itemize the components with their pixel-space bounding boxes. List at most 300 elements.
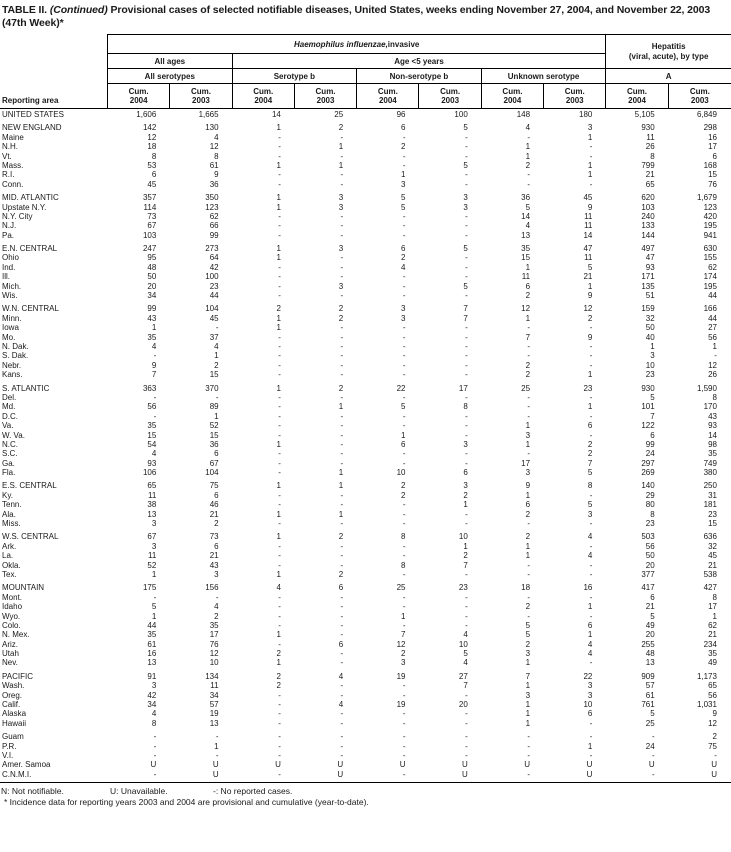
table-row bbox=[0, 412, 731, 421]
value-cell: 1 bbox=[338, 402, 344, 412]
value-cell: 12 bbox=[209, 649, 219, 659]
value-cell: 7 bbox=[463, 313, 468, 323]
value-cell: - bbox=[278, 741, 281, 751]
value-cell: - bbox=[465, 132, 468, 142]
value-cell: 2 bbox=[525, 639, 531, 649]
value-cell: - bbox=[589, 490, 593, 500]
reporting-area-label: Mich. bbox=[2, 281, 22, 291]
value-cell: 240 bbox=[641, 211, 655, 221]
table-row bbox=[0, 681, 731, 690]
value-cell: 32 bbox=[708, 541, 717, 551]
reporting-area-label: Md. bbox=[2, 402, 16, 412]
value-cell: 175 bbox=[142, 583, 157, 593]
table-row bbox=[0, 551, 731, 560]
value-cell: 11 bbox=[521, 272, 531, 282]
value-cell: - bbox=[278, 551, 281, 561]
value-cell: 269 bbox=[641, 468, 655, 478]
value-cell: 48 bbox=[147, 262, 157, 272]
value-cell: 6 bbox=[587, 620, 593, 630]
reporting-area-label: N.H. bbox=[2, 142, 18, 152]
value-cell: - bbox=[402, 741, 406, 751]
value-cell: - bbox=[527, 569, 531, 579]
reporting-area-label: Pa. bbox=[2, 230, 15, 240]
value-cell: 1 bbox=[525, 142, 531, 152]
value-cell: - bbox=[278, 351, 281, 361]
value-cell: 3 bbox=[151, 519, 157, 529]
table-row bbox=[0, 658, 731, 667]
value-cell: 144 bbox=[641, 230, 655, 240]
table-row bbox=[0, 123, 731, 132]
value-cell: - bbox=[278, 709, 281, 719]
table-row bbox=[0, 570, 731, 579]
value-cell: 96 bbox=[396, 110, 406, 119]
value-cell: 23 bbox=[708, 509, 717, 519]
value-cell: - bbox=[465, 421, 468, 431]
value-cell: 10 bbox=[209, 658, 219, 668]
value-cell: U bbox=[462, 760, 468, 770]
value-cell: 50 bbox=[147, 272, 157, 282]
value-cell: 50 bbox=[645, 323, 655, 333]
value-cell: - bbox=[278, 179, 281, 189]
value-cell: 9 bbox=[151, 360, 157, 370]
value-cell: 3 bbox=[338, 202, 344, 212]
value-cell: 2 bbox=[401, 649, 406, 659]
table-row bbox=[0, 612, 731, 621]
value-cell: 15 bbox=[708, 519, 717, 529]
value-cell: - bbox=[402, 541, 406, 551]
value-cell: 35 bbox=[708, 649, 717, 659]
value-cell: - bbox=[278, 560, 281, 570]
value-cell: 21 bbox=[708, 630, 717, 640]
value-cell: 3 bbox=[463, 202, 468, 212]
reporting-area-label: PACIFIC bbox=[2, 671, 33, 681]
value-cell: 67 bbox=[147, 532, 157, 542]
value-cell: 17 bbox=[209, 630, 219, 640]
table-row bbox=[0, 751, 731, 760]
value-cell: 1,031 bbox=[696, 700, 717, 710]
hi-group-italic: Haemophilus influenzae, bbox=[294, 39, 388, 49]
value-cell: 6 bbox=[338, 583, 344, 593]
value-cell: U bbox=[337, 769, 344, 779]
value-cell: - bbox=[340, 151, 344, 161]
value-cell: - bbox=[402, 602, 406, 612]
column-group-unknown-serotype: Unknown serotype bbox=[482, 69, 607, 84]
value-cell: - bbox=[465, 602, 468, 612]
value-cell: - bbox=[527, 323, 531, 333]
column-header-cum-2004 bbox=[357, 84, 419, 108]
value-cell: - bbox=[527, 170, 531, 180]
value-cell: - bbox=[340, 272, 344, 282]
table-row bbox=[0, 314, 731, 323]
value-cell: 195 bbox=[703, 221, 717, 231]
value-cell: 21 bbox=[708, 560, 717, 570]
value-cell: 122 bbox=[641, 421, 655, 431]
value-cell: 42 bbox=[147, 690, 157, 700]
value-cell: - bbox=[215, 732, 219, 742]
table-row bbox=[0, 272, 731, 281]
year-label: 2003 bbox=[565, 96, 584, 105]
table-row bbox=[0, 152, 731, 161]
value-cell: 1 bbox=[276, 313, 281, 323]
reporting-area-label: P.R. bbox=[2, 741, 17, 751]
value-cell: 8 bbox=[650, 151, 655, 161]
value-cell: 18 bbox=[147, 142, 157, 152]
value-cell: 2 bbox=[525, 291, 531, 301]
value-cell: 6 bbox=[401, 244, 406, 254]
value-cell: 1 bbox=[214, 351, 219, 361]
reporting-area-label: Nev. bbox=[2, 658, 18, 668]
value-cell: 6 bbox=[463, 468, 468, 478]
value-cell: 1 bbox=[214, 411, 219, 421]
value-cell: - bbox=[278, 170, 281, 180]
value-cell: 12 bbox=[708, 360, 717, 370]
value-cell: 417 bbox=[641, 583, 655, 593]
value-cell: - bbox=[465, 741, 468, 751]
value-cell: - bbox=[402, 449, 406, 459]
table-row bbox=[0, 421, 731, 430]
value-cell: 133 bbox=[641, 221, 655, 231]
value-cell: 4 bbox=[463, 658, 468, 668]
value-cell: - bbox=[465, 142, 468, 152]
value-cell: 5 bbox=[401, 202, 406, 212]
value-cell: 6 bbox=[650, 430, 655, 440]
value-cell: 5 bbox=[401, 193, 406, 203]
value-cell: - bbox=[527, 611, 531, 621]
value-cell: 1 bbox=[276, 160, 281, 170]
value-cell: 2 bbox=[276, 304, 281, 314]
value-cell: 100 bbox=[205, 272, 219, 282]
reporting-area-label: Tenn. bbox=[2, 500, 22, 510]
value-cell: - bbox=[465, 151, 468, 161]
table-row bbox=[0, 719, 731, 728]
value-cell: - bbox=[402, 323, 406, 333]
reporting-area-label: Conn. bbox=[2, 179, 24, 189]
value-cell: 4 bbox=[214, 341, 219, 351]
value-cell: 15 bbox=[147, 430, 157, 440]
reporting-area-label: Upstate N.Y. bbox=[2, 202, 47, 212]
value-cell: 3 bbox=[338, 244, 344, 254]
reporting-area-label: E.S. CENTRAL bbox=[2, 481, 57, 491]
value-cell: - bbox=[465, 332, 468, 342]
value-cell: - bbox=[340, 630, 344, 640]
region-group bbox=[0, 244, 731, 300]
region-group bbox=[0, 123, 731, 189]
value-cell: 35 bbox=[708, 449, 717, 459]
reporting-area-label: Okla. bbox=[2, 560, 21, 570]
value-cell: - bbox=[589, 541, 593, 551]
reporting-area-label: N.Y. City bbox=[2, 211, 33, 221]
value-cell: 23 bbox=[645, 519, 655, 529]
value-cell: 103 bbox=[641, 202, 655, 212]
table-row bbox=[0, 342, 731, 351]
value-cell: - bbox=[340, 602, 344, 612]
value-cell: - bbox=[215, 751, 219, 760]
table-row bbox=[0, 532, 731, 541]
value-cell: - bbox=[402, 551, 406, 561]
table-row bbox=[0, 431, 731, 440]
value-cell: 3 bbox=[338, 193, 344, 203]
value-cell: 46 bbox=[209, 500, 219, 510]
year-label: 2003 bbox=[316, 96, 335, 105]
value-cell: 12 bbox=[209, 142, 219, 152]
value-cell: 101 bbox=[641, 402, 655, 412]
table-row bbox=[0, 351, 731, 360]
value-cell: 9 bbox=[525, 481, 531, 491]
value-cell: 8 bbox=[151, 718, 157, 728]
value-cell: 35 bbox=[209, 620, 219, 630]
value-cell: - bbox=[465, 519, 468, 529]
value-cell: 6 bbox=[214, 449, 219, 459]
value-cell: - bbox=[465, 458, 468, 468]
value-cell: 1 bbox=[338, 468, 344, 478]
table-title bbox=[0, 0, 731, 30]
value-cell: 93 bbox=[708, 421, 717, 431]
value-cell: 1 bbox=[525, 490, 531, 500]
value-cell: - bbox=[465, 449, 468, 459]
value-cell: 148 bbox=[516, 110, 531, 119]
value-cell: 761 bbox=[641, 700, 655, 710]
value-cell: 135 bbox=[641, 281, 655, 291]
value-cell: 8 bbox=[712, 392, 717, 402]
value-cell: 503 bbox=[641, 532, 655, 542]
value-cell: 1 bbox=[525, 151, 531, 161]
value-cell: - bbox=[714, 351, 717, 361]
value-cell: 19 bbox=[209, 709, 219, 719]
value-cell: 1 bbox=[276, 630, 281, 640]
value-cell: - bbox=[589, 569, 593, 579]
reporting-area-label: Guam bbox=[2, 732, 24, 742]
value-cell: 234 bbox=[703, 639, 717, 649]
value-cell: 4 bbox=[463, 630, 468, 640]
reporting-area-label: N.J. bbox=[2, 221, 17, 231]
value-cell: 6 bbox=[214, 490, 219, 500]
value-cell: 3 bbox=[338, 281, 344, 291]
value-cell: - bbox=[465, 569, 468, 579]
reporting-area-label: Minn. bbox=[2, 313, 22, 323]
value-cell: 9 bbox=[587, 291, 593, 301]
value-cell: 140 bbox=[641, 481, 655, 491]
cum-label: Cum. bbox=[689, 87, 710, 96]
table-row bbox=[0, 361, 731, 370]
value-cell: 67 bbox=[209, 458, 219, 468]
value-cell: 7 bbox=[463, 560, 468, 570]
value-cell: - bbox=[465, 262, 468, 272]
year-label: 2004 bbox=[503, 96, 522, 105]
value-cell: 93 bbox=[645, 262, 655, 272]
value-cell: 1 bbox=[463, 500, 468, 510]
value-cell: - bbox=[465, 430, 468, 440]
table-row bbox=[0, 402, 731, 411]
value-cell: 43 bbox=[209, 560, 219, 570]
value-cell: 73 bbox=[147, 211, 157, 221]
table-row bbox=[0, 770, 731, 779]
value-cell: - bbox=[589, 179, 593, 189]
value-cell: 11 bbox=[584, 211, 593, 221]
value-cell: 2 bbox=[338, 532, 344, 542]
cum-label: Cum. bbox=[253, 87, 274, 96]
value-cell: 36 bbox=[521, 193, 531, 203]
value-cell: - bbox=[465, 351, 468, 361]
value-cell: - bbox=[527, 741, 531, 751]
value-cell: 15 bbox=[209, 430, 219, 440]
value-cell: 48 bbox=[645, 649, 655, 659]
table-row bbox=[0, 142, 731, 151]
value-cell: 7 bbox=[463, 304, 468, 314]
value-cell: - bbox=[465, 221, 468, 231]
value-cell: 4 bbox=[151, 341, 157, 351]
value-cell: 36 bbox=[209, 439, 219, 449]
table-row bbox=[0, 170, 731, 179]
value-cell: 1 bbox=[525, 718, 531, 728]
table-row bbox=[0, 640, 731, 649]
value-cell: - bbox=[402, 132, 406, 142]
value-cell: 11 bbox=[147, 490, 157, 500]
table-row bbox=[0, 291, 731, 300]
value-cell: 3 bbox=[525, 690, 531, 700]
value-cell: - bbox=[278, 221, 281, 231]
value-cell: 6 bbox=[338, 639, 344, 649]
value-cell: U bbox=[648, 760, 655, 770]
reporting-area-label: N. Dak. bbox=[2, 341, 29, 351]
value-cell: 6,849 bbox=[696, 110, 717, 119]
value-cell: 4 bbox=[525, 221, 531, 231]
value-cell: 1 bbox=[276, 253, 281, 263]
value-cell: 1 bbox=[276, 123, 281, 133]
value-cell: 44 bbox=[708, 291, 717, 301]
value-cell: 1 bbox=[525, 262, 531, 272]
value-cell: 12 bbox=[521, 304, 531, 314]
value-cell: - bbox=[465, 620, 468, 630]
value-cell: 13 bbox=[645, 658, 655, 668]
value-cell: - bbox=[278, 458, 281, 468]
value-cell: 21 bbox=[645, 602, 655, 612]
value-cell: 114 bbox=[143, 202, 157, 212]
value-cell: 2 bbox=[214, 611, 219, 621]
value-cell: 26 bbox=[645, 142, 655, 152]
value-cell: 49 bbox=[645, 620, 655, 630]
value-cell: - bbox=[465, 709, 468, 719]
value-cell: 2 bbox=[338, 304, 344, 314]
table-row bbox=[0, 393, 731, 402]
value-cell: - bbox=[465, 718, 468, 728]
table-body bbox=[0, 109, 731, 783]
cum-label: Cum. bbox=[190, 87, 211, 96]
value-cell: 7 bbox=[401, 630, 406, 640]
value-cell: 44 bbox=[147, 620, 157, 630]
column-group-serotype-b: Serotype b bbox=[233, 69, 358, 84]
region-group bbox=[0, 481, 731, 528]
value-cell: 3 bbox=[587, 681, 593, 691]
value-cell: - bbox=[465, 323, 468, 333]
value-cell: 34 bbox=[209, 690, 219, 700]
reporting-area-label: Del. bbox=[2, 392, 17, 402]
table-row bbox=[0, 649, 731, 658]
value-cell: - bbox=[402, 332, 406, 342]
year-label: 2003 bbox=[690, 96, 709, 105]
table-row bbox=[0, 244, 731, 253]
value-cell: 1,665 bbox=[198, 110, 219, 119]
value-cell: 4 bbox=[214, 132, 219, 142]
value-cell: - bbox=[153, 751, 157, 760]
reporting-area-label: W.N. CENTRAL bbox=[2, 304, 59, 314]
hepatitis-sublabel: (viral, acute), by type bbox=[628, 51, 709, 61]
year-label: 2004 bbox=[254, 96, 273, 105]
value-cell: 799 bbox=[641, 160, 655, 170]
value-cell: U bbox=[212, 760, 219, 770]
value-cell: - bbox=[465, 592, 468, 602]
value-cell: - bbox=[589, 732, 593, 742]
value-cell: 67 bbox=[147, 221, 157, 231]
value-cell: - bbox=[465, 179, 468, 189]
table-header bbox=[0, 34, 731, 109]
value-cell: 15 bbox=[209, 370, 219, 380]
reporting-area-label: Oreg. bbox=[2, 690, 23, 700]
value-cell: 1 bbox=[463, 541, 468, 551]
value-cell: 3 bbox=[525, 649, 531, 659]
value-cell: 7 bbox=[650, 411, 655, 421]
value-cell: 35 bbox=[147, 332, 157, 342]
value-cell: 14 bbox=[583, 230, 593, 240]
value-cell: - bbox=[402, 421, 406, 431]
value-cell: 13 bbox=[209, 718, 219, 728]
value-cell: 2 bbox=[463, 551, 468, 561]
table-row bbox=[0, 561, 731, 570]
value-cell: 4 bbox=[525, 123, 531, 133]
value-cell: 8 bbox=[463, 402, 468, 412]
value-cell: - bbox=[340, 323, 344, 333]
value-cell: - bbox=[340, 611, 344, 621]
value-cell: - bbox=[153, 732, 157, 742]
table-row bbox=[0, 491, 731, 500]
value-cell: 4 bbox=[587, 551, 593, 561]
value-cell: U bbox=[586, 760, 593, 770]
value-cell: 14 bbox=[521, 211, 531, 221]
value-cell: 25 bbox=[396, 583, 406, 593]
value-cell: U bbox=[711, 769, 717, 779]
reporting-area-label: S. ATLANTIC bbox=[2, 383, 50, 393]
value-cell: 8 bbox=[401, 532, 406, 542]
value-cell: - bbox=[465, 291, 468, 301]
value-cell: - bbox=[589, 360, 593, 370]
column-header-reporting-area: Reporting area bbox=[0, 34, 108, 108]
value-cell: 75 bbox=[708, 741, 717, 751]
table-row bbox=[0, 621, 731, 630]
value-cell: - bbox=[278, 690, 281, 700]
value-cell: - bbox=[402, 392, 406, 402]
value-cell: - bbox=[340, 658, 344, 668]
value-cell: 7 bbox=[151, 370, 157, 380]
value-cell: - bbox=[465, 230, 468, 240]
column-header-cum-2003 bbox=[295, 84, 357, 108]
value-cell: - bbox=[402, 211, 406, 221]
value-cell: - bbox=[402, 291, 406, 301]
value-cell: - bbox=[402, 718, 406, 728]
value-cell: 13 bbox=[521, 230, 531, 240]
table-row bbox=[0, 500, 731, 509]
value-cell: - bbox=[402, 230, 406, 240]
value-cell: - bbox=[402, 620, 406, 630]
value-cell: 1 bbox=[276, 569, 281, 579]
value-cell: 134 bbox=[205, 671, 219, 681]
value-cell: 1 bbox=[276, 439, 281, 449]
value-cell: 98 bbox=[708, 439, 717, 449]
value-cell: - bbox=[402, 509, 406, 519]
value-cell: U bbox=[711, 760, 717, 770]
value-cell: - bbox=[402, 751, 406, 760]
value-cell: 62 bbox=[209, 211, 219, 221]
value-cell: 62 bbox=[708, 620, 717, 630]
value-cell: 61 bbox=[147, 639, 157, 649]
